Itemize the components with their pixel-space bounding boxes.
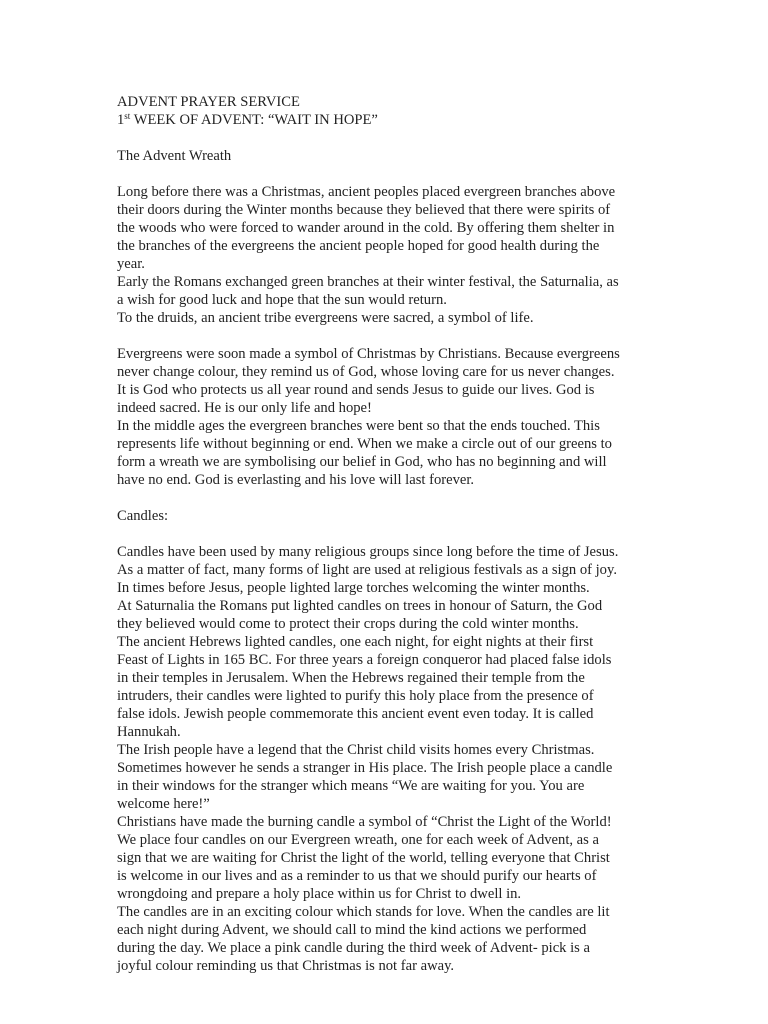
text-line: represents life without beginning or end. When we make a circle out of our greens to [117,436,612,452]
text-line: have no end. God is everlasting and his love will last forever. [117,472,475,488]
section-heading-wreath: The Advent Wreath [117,148,232,164]
text-line: they believed would come to protect their crops during the cold winter months. [117,616,579,632]
text-line: their doors during the Winter months because they believed that there were spirits of [117,202,611,218]
text-line: The ancient Hebrews lighted candles, one each night, for eight nights at their first [117,634,594,650]
week-suffix: st [124,111,131,121]
text-line: false idols. Jewish people commemorate this ancient event even today. It is called [117,706,594,722]
spacer [117,165,657,183]
text-line: To the druids, an ancient tribe evergreens were sacred, a symbol of life. [117,310,534,326]
text-line: wrongdoing and prepare a holy place within us for Christ to dwell in. [117,886,522,902]
spacer [117,327,657,345]
text-line: Feast of Lights in 165 BC. For three years a foreign conqueror had placed false idols [117,652,612,668]
text-line: sign that we are waiting for Christ the light of the world, telling everyone that Christ [117,850,610,866]
text-line: joyful colour reminding us that Christmas is not far away. [117,958,455,974]
text-line: The candles are in an exciting colour which stands for love. When the candles are lit [117,904,610,920]
text-line: in their windows for the stranger which means “We are waiting for you. You are [117,778,585,794]
text-line: form a wreath we are symbolising our belief in God, who has no beginning and will [117,454,607,470]
text-line: It is God who protects us all year round and sends Jesus to guide our lives. God is [117,382,595,398]
spacer [117,129,657,147]
document-title: ADVENT PRAYER SERVICE [117,94,300,110]
text-line: Hannukah. [117,724,181,740]
text-line: In the middle ages the evergreen branches were bent so that the ends touched. This [117,418,600,434]
text-line: intruders, their candles were lighted to purify this holy place from the presence of [117,688,594,704]
text-line: Christians have made the burning candle a symbol of “Christ the Light of the World! [117,814,612,830]
text-line: As a matter of fact, many forms of light are used at religious festivals as a sign of joy. [117,562,617,578]
text-line: is welcome in our lives and as a reminder to us that we should purify our hearts of [117,868,597,884]
text-line: each night during Advent, we should call to mind the kind actions we performed [117,922,587,938]
wreath-paragraph-1 [117,183,657,327]
wreath-paragraph-2 [117,345,657,489]
text-line: a wish for good luck and hope that the sun would return. [117,292,447,308]
candles-paragraph-1 [117,543,657,975]
text-line: Early the Romans exchanged green branches at their winter festival, the Saturnalia, as [117,274,619,290]
spacer [117,489,657,507]
text-line: The Irish people have a legend that the Christ child visits homes every Christmas. [117,742,595,758]
spacer [117,525,657,543]
text-line: year. [117,256,145,272]
text-line: At Saturnalia the Romans put lighted candles on trees in honour of Saturn, the God [117,598,603,614]
week-heading [117,111,657,129]
text-line: Long before there was a Christmas, ancient peoples placed evergreen branches above [117,184,616,200]
text-line: We place four candles on our Evergreen wreath, one for each week of Advent, as a [117,832,599,848]
text-line: welcome here!” [117,796,210,812]
text-line: Evergreens were soon made a symbol of Christmas by Christians. Because evergreens [117,346,620,362]
week-text: WEEK OF ADVENT: “WAIT IN HOPE” [130,112,378,128]
week-number: 1 [117,112,125,128]
section-heading-candles: Candles: [117,508,169,524]
document-body [117,93,657,975]
text-line: Sometimes however he sends a stranger in His place. The Irish people place a candle [117,760,613,776]
text-line: the woods who were forced to wander around in the cold. By offering them shelter in [117,220,615,236]
text-line: the branches of the evergreens the ancient people hoped for good health during the [117,238,600,254]
text-line: never change colour, they remind us of God, whose loving care for us never changes. [117,364,615,380]
text-line: during the day. We place a pink candle during the third week of Advent- pick is a [117,940,590,956]
text-line: Candles have been used by many religious groups since long before the time of Jesus. [117,544,619,560]
text-line: indeed sacred. He is our only life and hope! [117,400,372,416]
text-line: in their temples in Jerusalem. When the Hebrews regained their temple from the [117,670,585,686]
text-line: In times before Jesus, people lighted large torches welcoming the winter months. [117,580,590,596]
